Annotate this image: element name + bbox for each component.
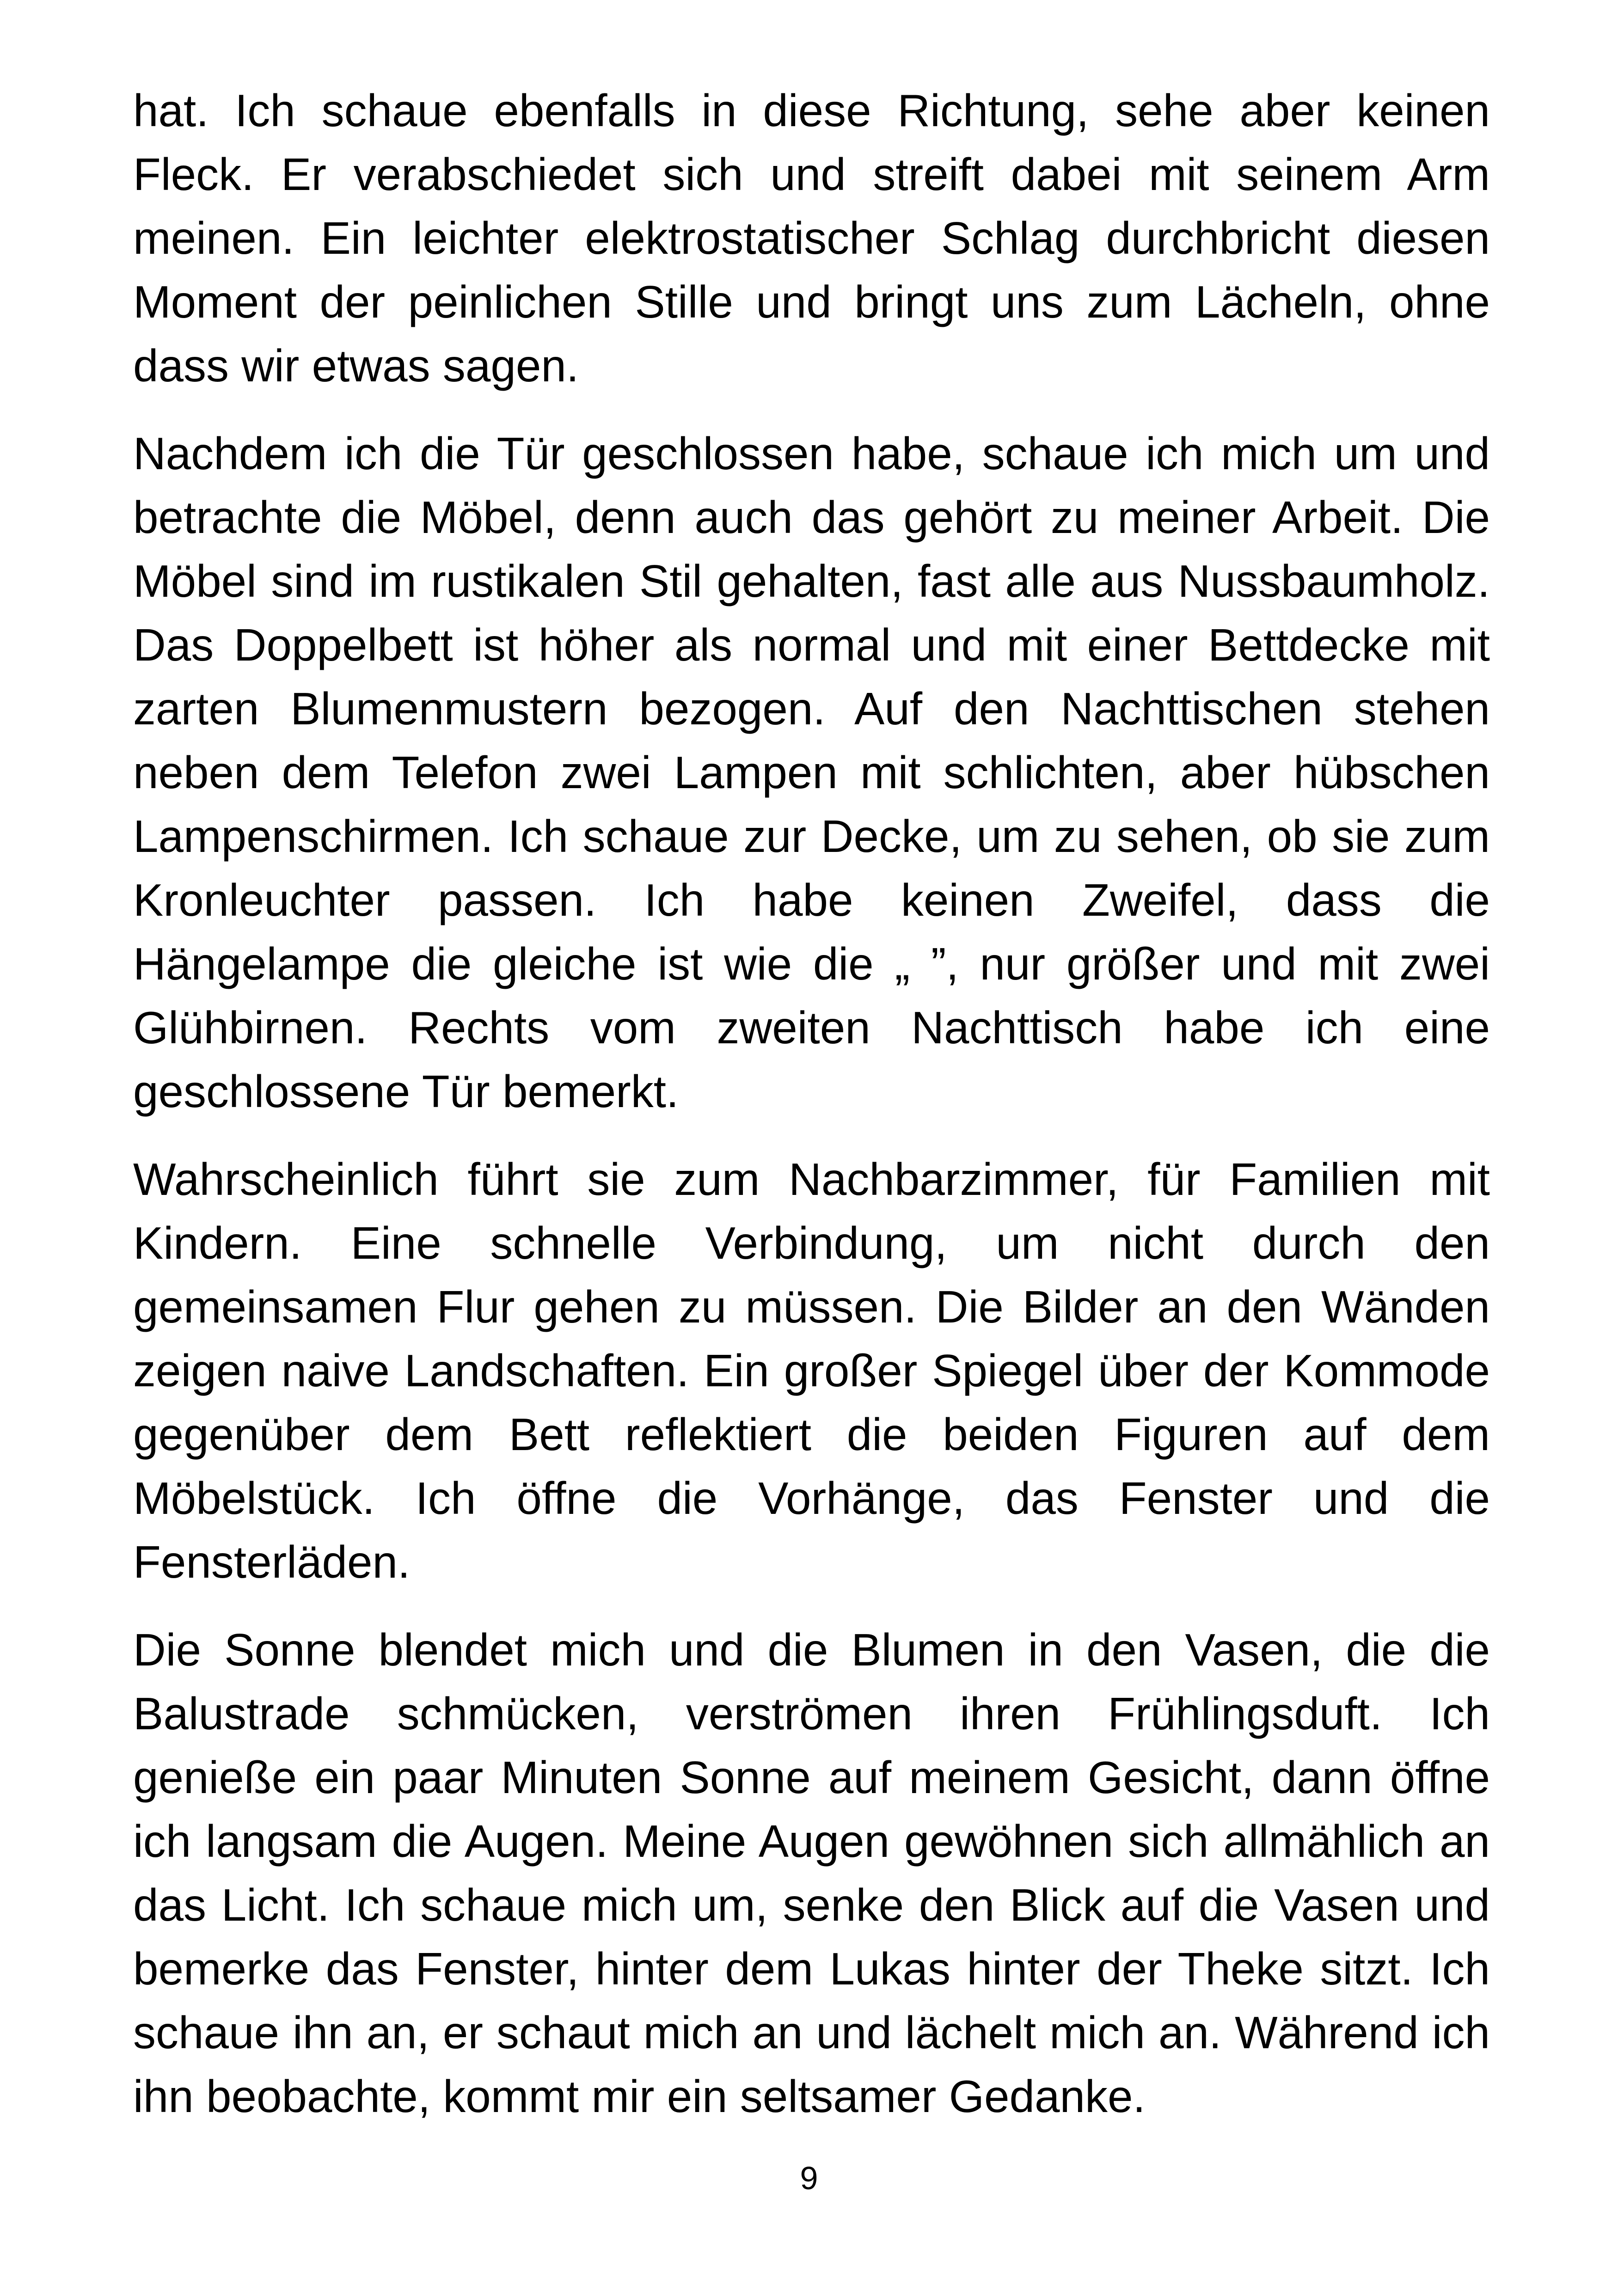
paragraph-1: hat. Ich schaue ebenfalls in diese Richtung, sehe aber keinen Fleck. Er verabschiedet sich und streift dabei mit seinem Arm meinen. Ein leichter elektrostatischer Schlag durchbricht diesen Moment der peinlichen Stille und bringt uns zum Lächeln, ohne dass wir etwas sagen. — [133, 85, 1490, 391]
paragraph-4: Die Sonne blendet mich und die Blumen in den Vasen, die die Balustrade schmücken, verströmen ihren Frühlingsduft. Ich genieße ein paar Minuten Sonne auf meinem Gesicht, dann öffne ich langsam die Augen. Meine Augen gewöhnen sich allmählich an das Licht. Ich schaue mich um, senke den Blick auf die Vasen und bemerke das Fenster, hinter dem Lukas hinter der Theke sitzt. Ich schaue ihn an, er schaut mich an und lächelt mich an. Während ich ihn beobachte, kommt mir ein seltsamer Gedanke. — [133, 1624, 1490, 2122]
paragraph-2: Nachdem ich die Tür geschlossen habe, schaue ich mich um und betrachte die Möbel, denn auch das gehört zu meiner Arbeit. Die Möbel sind im rustikalen Stil gehalten, fast alle aus Nussbaumholz. Das Doppelbett ist höher als normal und mit einer Bettdecke mit zarten Blumenmustern bezogen. Auf den Nachttischen stehen neben dem Telefon zwei Lampen mit schlichten, aber hübschen Lampenschirmen. Ich schaue zur Decke, um zu sehen, ob sie zum Kronleuchter passen. Ich habe keinen Zweifel, dass die Hängelampe die gleiche ist wie die „ ”, nur größer und mit zwei Glühbirnen. Rechts vom zweiten Nachttisch habe ich eine geschlossene Tür bemerkt. — [133, 428, 1490, 1117]
page-number: 9 — [800, 2160, 818, 2196]
paragraph-3: Wahrscheinlich führt sie zum Nachbarzimmer, für Familien mit Kindern. Eine schnelle Verbindung, um nicht durch den gemeinsamen Flur gehen zu müssen. Die Bilder an den Wänden zeigen naive Landschaften. Ein großer Spiegel über der Kommode gegenüber dem Bett reflektiert die beiden Figuren auf dem Möbelstück. Ich öffne die Vorhänge, das Fenster und die Fensterläden. — [133, 1154, 1490, 1587]
body-text — [133, 79, 1490, 2152]
